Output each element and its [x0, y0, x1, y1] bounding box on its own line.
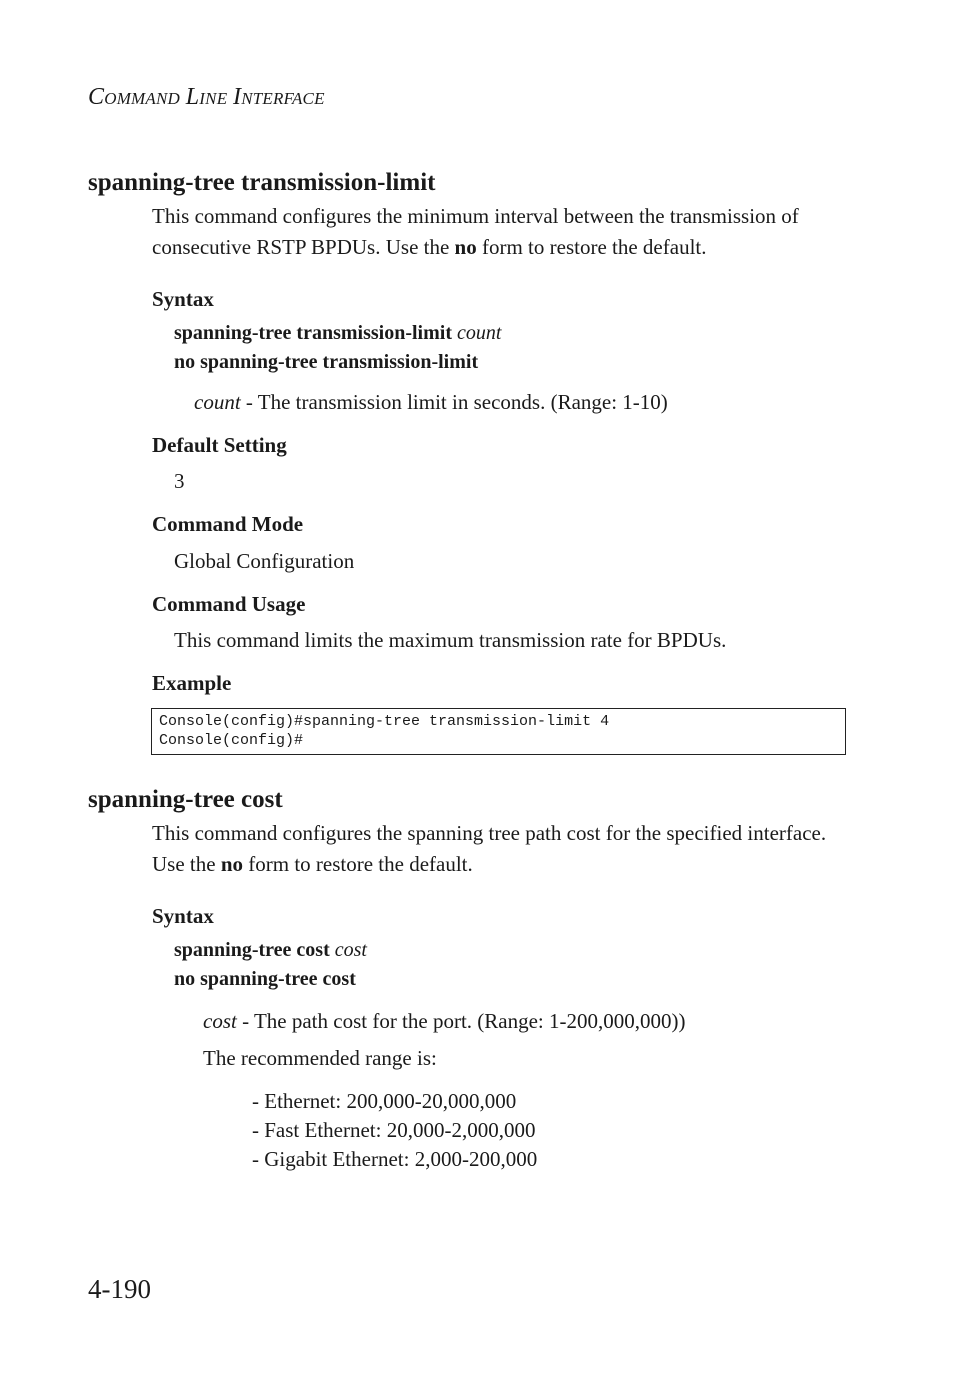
syntax-heading: Syntax [152, 287, 214, 311]
desc-text: This command configures the spanning tree path cost for the specified interface. Use the [152, 821, 827, 876]
desc-text-end: form to restore the default. [243, 852, 473, 876]
page-number: 4-190 [88, 1274, 151, 1304]
code-line: Console(config)#spanning-tree transmission-limit 4 [159, 713, 610, 730]
range-intro: The recommended range is: [203, 1046, 437, 1070]
syntax-command: spanning-tree transmission-limit [174, 322, 452, 344]
default-setting-heading: Default Setting [152, 433, 287, 457]
parameter-description [203, 1009, 686, 1034]
syntax-heading: Syntax [152, 904, 214, 928]
desc-keyword: no [454, 235, 477, 259]
example-code-box [151, 708, 846, 755]
desc-text-end: form to restore the default. [476, 235, 707, 259]
syntax-command: spanning-tree cost [174, 939, 330, 961]
command-mode-heading: Command Mode [152, 512, 304, 536]
running-head-rest-3: NTERFACE [241, 89, 325, 108]
parameter-name: count [194, 390, 241, 414]
running-head [88, 84, 325, 111]
default-setting-value: 3 [174, 469, 185, 493]
parameter-description [194, 390, 668, 415]
example-heading: Example [152, 671, 232, 695]
list-item: - Ethernet: 200,000-20,000,000 [252, 1089, 517, 1113]
section-description-transmission-limit [152, 201, 852, 263]
range-list [252, 1087, 537, 1174]
section-description-cost [152, 818, 852, 880]
syntax-line-2: no spanning-tree transmission-limit [174, 351, 479, 373]
desc-text: This command configures the minimum interval between the transmission of consecutive RSTP BPDUs. Use the [152, 204, 799, 259]
syntax-line-1 [174, 322, 501, 345]
command-usage-value: This command limits the maximum transmission rate for BPDUs. [174, 628, 727, 652]
running-head-cap-2: L [185, 84, 200, 110]
syntax-argument: count [456, 322, 502, 344]
parameter-text: - The transmission limit in seconds. (Range: 1-10) [240, 390, 668, 414]
parameter-name: cost [203, 1009, 237, 1033]
parameter-text: - The path cost for the port. (Range: 1-200,000,000)) [236, 1009, 686, 1033]
running-head-rest-2: INE [199, 89, 228, 108]
list-item: - Fast Ethernet: 20,000-2,000,000 [252, 1118, 536, 1142]
running-head-cap-1: C [88, 84, 105, 110]
command-mode-value: Global Configuration [174, 549, 355, 573]
section-title-transmission-limit: spanning-tree transmission-limit [88, 169, 436, 196]
desc-keyword: no [220, 852, 244, 876]
syntax-line-1 [174, 939, 367, 962]
list-item: - Gigabit Ethernet: 2,000-200,000 [252, 1147, 538, 1171]
section-title-cost: spanning-tree cost [88, 786, 283, 813]
syntax-line-2: no spanning-tree cost [174, 968, 356, 990]
command-usage-heading: Command Usage [152, 592, 306, 616]
running-head-cap-3: I [232, 84, 242, 110]
running-head-rest-1: OMMAND [104, 89, 181, 108]
syntax-argument: cost [334, 939, 367, 961]
code-line: Console(config)# [159, 732, 304, 749]
